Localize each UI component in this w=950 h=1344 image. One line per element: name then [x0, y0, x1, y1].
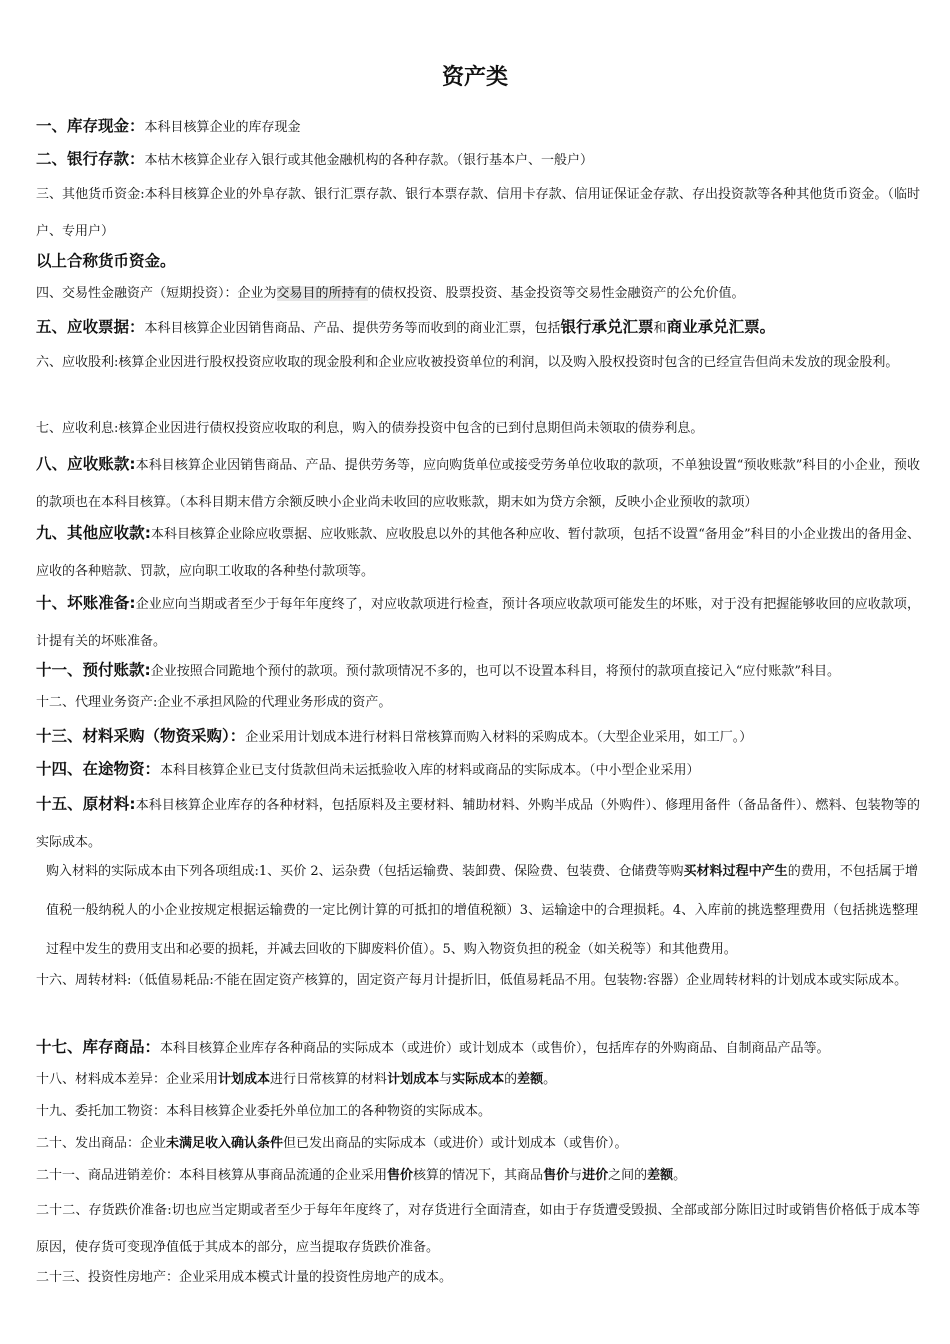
- item-heading: 十一、预付账款:: [36, 661, 151, 679]
- item-label: 二十三、投资性房地产：: [36, 1270, 180, 1285]
- item-19: [36, 1096, 920, 1128]
- item-text: 企业采用: [166, 1072, 219, 1087]
- item-label: 七、应收利息:: [36, 421, 119, 436]
- item-heading: 十、坏账准备:: [36, 594, 136, 612]
- item-text: 本枯木核算企业存入银行或其他金融机构的各种存款。（银行基本户、一般户）: [144, 153, 594, 168]
- item-heading: 一、库存现金：: [36, 117, 145, 135]
- bold-text: 未满足收入确认条件: [166, 1136, 284, 1151]
- item-label: 三、其他货币资金:: [36, 187, 145, 202]
- item-14: [36, 753, 920, 787]
- item-text: 企业为: [237, 286, 277, 301]
- highlighted-text: 交易目的所持有: [276, 286, 368, 301]
- item-heading: 十五、原材料:: [36, 795, 136, 813]
- item-text: 本科目核算企业因销售商品、产品、提供劳务等而收到的商业汇票，包括: [144, 321, 561, 336]
- item-label: 二十二、存货跌价准备:: [36, 1203, 172, 1218]
- item-13: [36, 720, 920, 754]
- page-title: 资产类: [441, 65, 508, 90]
- item-text: 核算的情况下，其商品: [413, 1168, 544, 1183]
- item-text: 本科目核算企业的外阜存款、银行汇票存款、银行本票存款、信用卡存款、信用证保证金存款、存出投资款等各种其他货币资金。（临时户、专用户）: [36, 187, 920, 239]
- item-heading: 二、银行存款：: [36, 150, 145, 168]
- item-17: [36, 1031, 920, 1065]
- item-text: （低值易耗品:不能在固定资产核算的，固定资产每月计提折旧，低值易耗品不用。包装物:容器）企业周转材料的计划成本或实际成本。: [131, 973, 908, 988]
- item-16: [36, 962, 920, 999]
- item-text: 核算企业因进行债权投资应收取的利息，购入的债券投资中包含的已到付息期但尚未领取的债券利息。: [118, 421, 704, 436]
- item-10: [36, 585, 920, 660]
- item-text: 企业采用计划成本进行材料日常核算而购入材料的采购成本。（大型企业采用，如工厂。）: [245, 730, 753, 745]
- item-text: 本科目核算从事商品流通的企业采用: [179, 1168, 388, 1183]
- item-text: 本科目核算企业库存各种商品的实际成本（或进价）或计划成本（或售价），包括库存的外购商品、自制商品产品等。: [160, 1041, 830, 1056]
- item-text: 本科目核算企业的库存现金: [144, 120, 301, 135]
- item-text: 但已发出商品的实际成本（或进价）或计划成本（或售价）。: [283, 1136, 628, 1151]
- item-text: 切也应当定期或者至少于每年年度终了，对存货进行全面清查，如由于存货遭受毁损、全部或部分陈旧过时或销售价格低于成本等原因，使存货可变现净值低于其成本的部分，应当提取存货跌价准备。: [36, 1203, 920, 1255]
- item-21: [36, 1160, 920, 1192]
- item-23: [36, 1262, 920, 1294]
- item-11: [36, 654, 920, 688]
- item-label: 四、交易性金融资产（短期投资）：: [36, 286, 238, 301]
- item-text: 本科目核算企业库存的各种材料，包括原料及主要材料、辅助材料、外购半成品（外购件）、修理用备件（备品备件）、燃料、包装物等的实际成本。: [36, 798, 920, 850]
- item-text: 的债权投资、股票投资、基金投资等交易性金融资产的公允价值。: [367, 286, 745, 301]
- item-text: 核算企业因进行股权投资应收取的现金股利和企业应收被投资单位的利润，以及购入股权投资时包含的已经宣告但尚未发放的现金股利。: [118, 355, 899, 370]
- item-6: [36, 344, 920, 381]
- item-label: 十八、材料成本差异：: [36, 1072, 167, 1087]
- item-heading: 十四、在途物资：: [36, 760, 161, 778]
- item-text: 之间的: [608, 1168, 648, 1183]
- item-15: [36, 786, 920, 861]
- item-label: 六、应收股利:: [36, 355, 119, 370]
- item-12: [36, 687, 920, 719]
- item-2: [36, 143, 920, 177]
- item-text: 企业不承担风险的代理业务形成的资产。: [157, 695, 392, 710]
- item-text: 本科目核算企业委托外单位加工的各种物资的实际成本。: [166, 1104, 492, 1119]
- item-text: 和: [653, 321, 667, 336]
- item-text: 。: [673, 1168, 687, 1183]
- item-text: 的费用，不包括属于增值税一般纳税人的小企业按规定根据运输费的一定比例计算的可抵扣的增值税额）3、运输途中的合理损耗。4、入库前的挑选整理费用（包括挑选整理过程中发生的费用支出和必要的损耗，并减去回收的下脚废料价值）。5、购入物资负担的税金（如关税等）和其他费用。: [46, 864, 918, 957]
- bold-text: 计划成本: [218, 1072, 271, 1087]
- bold-text: 买材料过程中产生: [683, 864, 788, 879]
- item-text: 本科目核算企业已支付货款但尚未运抵验收入库的材料或商品的实际成本。（中小型企业采用）: [160, 763, 700, 778]
- money-summary: [36, 245, 920, 279]
- item-text: 进行日常核算的材料: [270, 1072, 388, 1087]
- item-label: 十九、委托加工物资：: [36, 1104, 167, 1119]
- item-heading: 五、应收票据：: [36, 318, 145, 336]
- item-text: 企业: [140, 1136, 167, 1151]
- bold-text: 差额: [647, 1168, 674, 1183]
- item-text: 与: [569, 1168, 583, 1183]
- item-text: 企业应向当期或者至少于每年年度终了，对应收款项进行检查，预计各项应收款项可能发生的坏账，对于没有把握能够收回的应收款项，计提有关的坏账准备。: [36, 597, 920, 649]
- item-text: 购入材料的实际成本由下列各项组成:1、买价 2、运杂费（包括运输费、装卸费、保险费、包装费、仓储费等购: [46, 864, 684, 879]
- item-text: 的: [504, 1072, 518, 1087]
- item-text: 企业按照合同跪地个预付的款项。预付款项情况不多的，也可以不设置本科目，将预付的款项直接记入“应付账款”科目。: [150, 664, 840, 679]
- item-heading: 九、其他应收款:: [36, 524, 151, 542]
- item-text: 本科目核算企业除应收票据、应收账款、应收股息以外的其他各种应收、暂付款项，包括不设置“备用金”科目的小企业拨出的备用金、应收的各种赔款、罚款，应向职工收取的各种垫付款项等。: [36, 527, 921, 579]
- item-label: 十六、周转材料:: [36, 973, 132, 988]
- bold-text: 银行承兑汇票: [560, 318, 654, 336]
- item-22: [36, 1192, 920, 1266]
- item-1: [36, 110, 920, 144]
- item-4: [36, 278, 920, 310]
- bold-text: 售价: [387, 1168, 414, 1183]
- item-20: [36, 1128, 920, 1160]
- item-7: [36, 413, 920, 445]
- item-heading: 以上合称货币资金。: [36, 252, 176, 270]
- bold-text: 实际成本: [452, 1072, 505, 1087]
- item-heading: 十七、库存商品：: [36, 1038, 161, 1056]
- bold-text: 商业承兑汇票。: [666, 318, 776, 336]
- bold-text: 计划成本: [387, 1072, 440, 1087]
- purchase-cost-note: [46, 852, 918, 969]
- bold-text: 进价: [582, 1168, 609, 1183]
- item-text: 。: [543, 1072, 557, 1087]
- item-heading: 十三、材料采购（物资采购）：: [36, 727, 246, 745]
- item-18: [36, 1064, 920, 1096]
- item-label: 二十一、商品进销差价：: [36, 1168, 180, 1183]
- item-8: [36, 446, 920, 521]
- item-3: [36, 176, 920, 250]
- item-heading: 八、应收账款:: [36, 455, 136, 473]
- bold-text: 差额: [517, 1072, 544, 1087]
- item-text: 企业采用成本模式计量的投资性房地产的成本。: [179, 1270, 453, 1285]
- bold-text: 售价: [543, 1168, 570, 1183]
- item-5: [36, 311, 920, 345]
- item-label: 二十、发出商品：: [36, 1136, 141, 1151]
- item-text: 与: [439, 1072, 453, 1087]
- item-9: [36, 515, 920, 590]
- item-text: 本科目核算企业因销售商品、产品、提供劳务等，应向购货单位或接受劳务单位收取的款项，不单独设置“预收账款”科目的小企业，预收的款项也在本科目核算。（本科目期末借方余额反映小企业尚未收回的应收账款，期末如为贷方余额，反映小企业预收的款项）: [36, 458, 920, 510]
- item-label: 十二、代理业务资产:: [36, 695, 158, 710]
